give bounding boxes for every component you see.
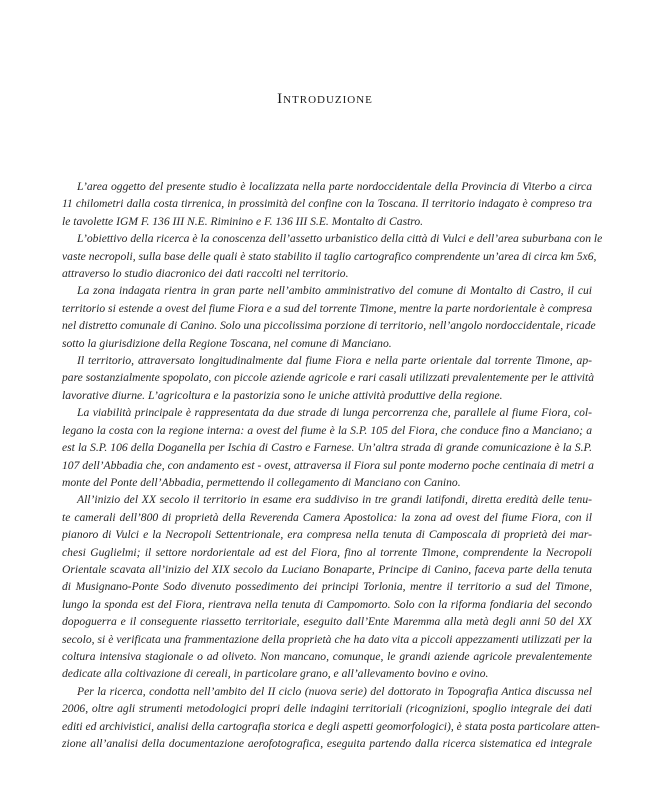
text-line: Il territorio, attraversato longitudinalmente dal fiume Fiora e nella parte orientale dal torrente Timone, ap-	[77, 354, 592, 368]
text-line: legano la costa con la regione interna: a ovest del fiume è la S.P. 105 del Fiora, che conduce fino a Manciano; a	[62, 423, 592, 437]
text-line: monte del Ponte dell’Abbadia, permettendo il collegamento di Manciano con Canino.	[62, 475, 461, 489]
text-line: 11 chilometri dalla costa tirrenica, in prossimità del confine con la Toscana. Il territorio indagato è compreso tra	[62, 197, 592, 211]
text-line: L’area oggetto del presente studio è localizzata nella parte nordoccidentale della Provincia di Viterbo a circa	[77, 180, 592, 193]
text-line: attraverso lo studio diacronico dei dati raccolti nel territorio.	[62, 267, 349, 281]
text-line: zione all’analisi della documentazione aerofotografica, eseguita partendo dalla ricerca sistematica ed integrale	[62, 737, 592, 750]
text-line: pianoro di Vulci e la Necropoli Settentrionale, era compresa nella tenuta di Camposcala di proprietà dei mar-	[62, 528, 592, 542]
paragraph	[62, 282, 596, 352]
text-line: chesi Guglielmi; il settore nordorientale ad est del Fiora, fino al torrente Timone, comprendente la Necropoli	[62, 545, 592, 559]
text-line: sotto la giurisdizione della Regione Toscana, nel comune di Manciano.	[62, 336, 392, 350]
paragraph	[62, 352, 595, 404]
chapter-title: Introduzione	[277, 91, 373, 107]
text-line: Orientale scavata all’inizio del XIX secolo da Luciano Bonaparte, Principe di Canino, faceva parte della tenuta	[62, 562, 592, 576]
paragraph	[62, 178, 592, 230]
text-line: le tavolette IGM F. 136 III N.E. Riminino e F. 136 III S.E. Montalto di Castro.	[62, 214, 424, 228]
text-line: coltura intensiva stagionale o ad oliveto. Non mancano, comunque, le grandi aziende agricole prevalentemente	[62, 649, 592, 663]
text-line: 2006, oltre agli strumenti metodologici propri delle indagini territoriali (ricognizioni, spoglio integrale dei dati	[62, 702, 592, 716]
paragraph	[62, 683, 600, 753]
paragraph	[62, 230, 603, 282]
text-line: Per la ricerca, condotta nell’ambito del II ciclo (nuova serie) del dottorato in Topografia Antica discussa nel	[77, 684, 592, 698]
paragraph	[62, 491, 592, 682]
text-line: L’obiettivo della ricerca è la conoscenza dell’assetto urbanistico della città di Vulci e dell’area suburbana con le	[77, 232, 603, 246]
text-line: La viabilità principale è rappresentata da due strade di lunga percorrenza che, parallele al fiume Fiora, col-	[77, 406, 592, 420]
text-line: editi ed archivistici, analisi della cartografia storica e degli aspetti geomorfologici), è stata posta particolare atten-	[62, 719, 600, 733]
text-line: lungo la sponda est del Fiora, rientrava nella tenuta di Campomorto. Solo con la riforma fondiaria del secondo	[62, 597, 592, 611]
text-line: 107 dell’Abbadia che, con andamento est - ovest, attraversa il Fiora sul ponte moderno poche centinaia di metri a	[62, 458, 594, 472]
text-line: secolo, si è verificata una frammentazione della proprietà che ha dato vita a piccoli appezzamenti utilizzati per la	[62, 632, 592, 646]
text-line: pare sostanzialmente spopolato, con piccole aziende agricole e rari casali utilizzati prevalentemente per le attività	[62, 371, 595, 385]
text-line: La zona indagata rientra in gran parte nell’ambito amministrativo del comune di Montalto di Castro, il cui	[77, 284, 592, 298]
body-text	[62, 178, 603, 752]
text-line: nel distretto comunale di Canino. Solo una piccolissima porzione di territorio, nell’angolo nordoccidentale, ricade	[62, 319, 596, 333]
text-line: vaste necropoli, sulla base delle quali è stato stabilito il taglio cartografico comprendente un’area di circa km 5x6,	[62, 249, 597, 263]
text-line: All’inizio del XX secolo il territorio in esame era suddiviso in tre grandi latifondi, diretta eredità delle tenu-	[77, 493, 592, 507]
text-line: lavorative diurne. L’agricoltura e la pastorizia sono le uniche attività produttive della regione.	[62, 388, 503, 402]
text-line: dedicate alla coltivazione di cereali, in particolare grano, e all’allevamento bovino e ovino.	[62, 667, 489, 681]
text-line: te camerali dell’800 di proprietà della Reverenda Camera Apostolica: la zona ad ovest del fiume Fiora, con il	[62, 510, 592, 524]
text-line: di Musignano-Ponte Sodo divenuto possedimento dei principi Torlonia, mentre il territorio a sud del Timone,	[62, 580, 592, 594]
text-line: est la S.P. 106 della Doganella per Ischia di Castro e Farnese. Un’altra strada di grande comunicazione è la S.P.	[62, 441, 592, 455]
paragraph	[62, 404, 592, 491]
text-line: dopoguerra e il conseguente riassetto territoriale, eseguito dall’Ente Maremma alla metà degli anni 50 del XX	[62, 615, 592, 629]
text-line: territorio si estende a ovest del fiume Fiora e a sud del torrente Timone, mentre la parte nordorientale è compresa	[62, 301, 593, 315]
